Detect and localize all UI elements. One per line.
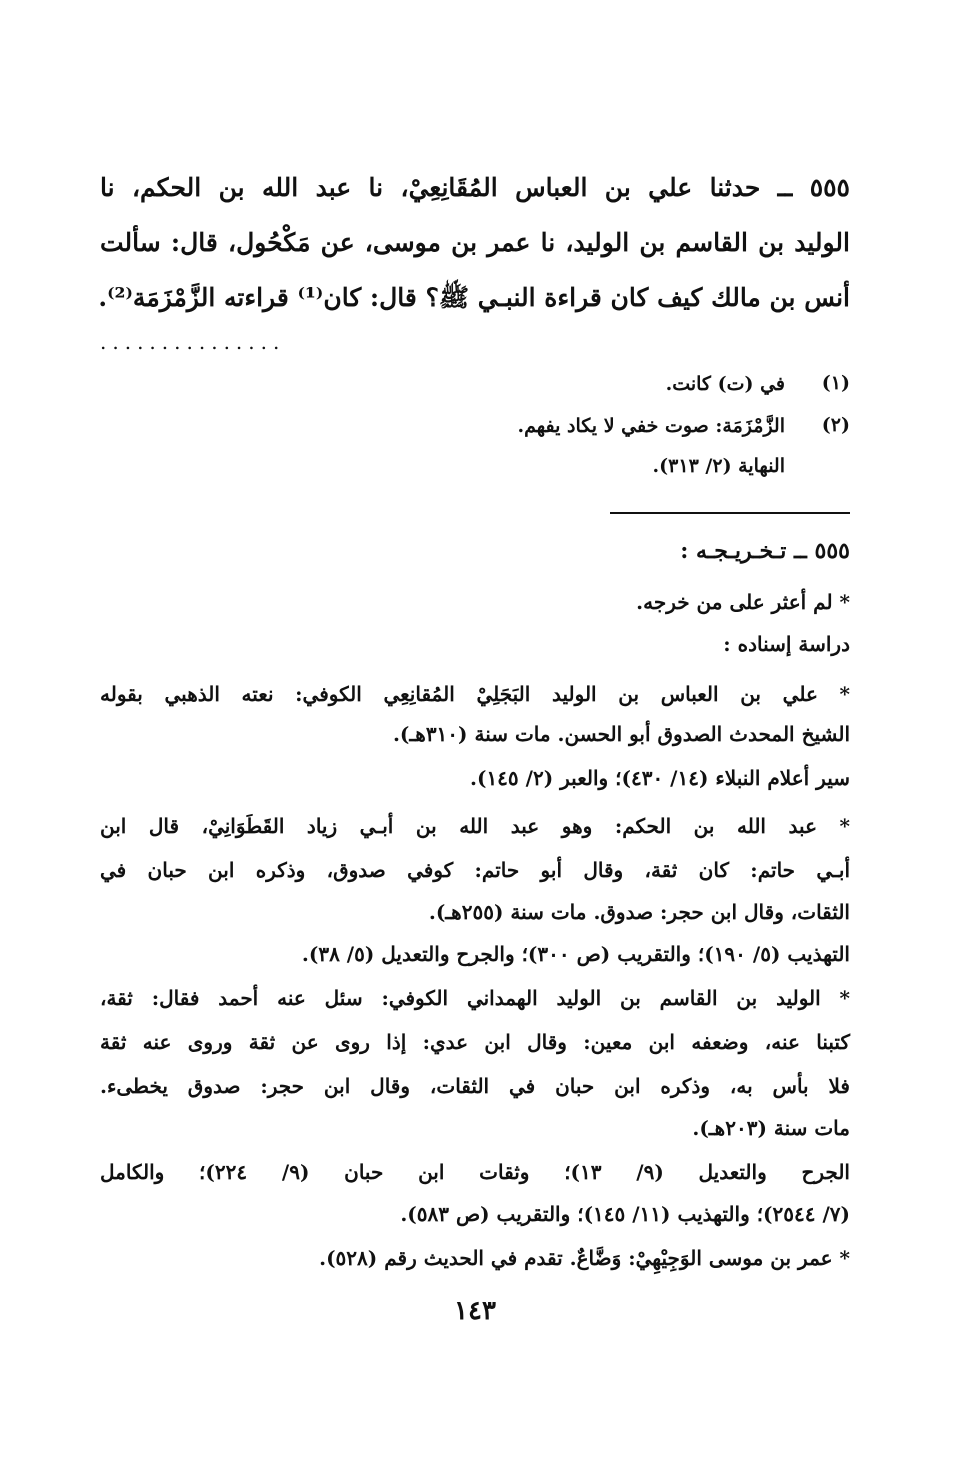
hadith-line-2: الوليد بن القاسم بن الوليد، نا عمر بن موسى، عن مَكْحُول، قال: سألت xyxy=(100,228,850,257)
narrator-3-line-2: كتبنا عنه، وضعفه ابن معين: وقال ابن عدي: إذا روى عن ثقة وروى عنه ثقة xyxy=(100,1030,850,1054)
hadith-line-3: أنس بن مالك كيف كان قراءة النبـي ﷺ؟ قال: كان⁽¹⁾ قراءته الزَّمْزَمَة⁽²⁾. xyxy=(98,283,850,312)
narrator-3-line-4: مات سنة (٢٠٣هـ). xyxy=(692,1116,850,1140)
narrator-3-refs-2: (٧/ ٢٥٤٤)؛ والتهذيب (١١/ ١٤٥)؛ والتقريب (ص ٥٨٣). xyxy=(400,1202,850,1226)
footnote-2-number: (٢) xyxy=(821,414,850,436)
footnote-1-number: (١) xyxy=(821,372,850,394)
footnote-1-text: في (ت) كانت. xyxy=(665,373,785,395)
narrator-2-line-2: أبـي حاتم: كان ثقة، وقال أبو حاتم: كوفي صدوق، وذكره ابن حبان في xyxy=(100,858,850,882)
narrator-1-refs: سير أعلام النبلاء (١٤/ ٤٣٠)؛ والعبر (٢/ ١٤٥). xyxy=(470,766,850,790)
isnad-study-heading: دراسة إسناده : xyxy=(723,632,850,656)
narrator-3-line-1: * الوليد بن القاسم بن الوليد الهمداني الكوفي: سئل عنه أحمد فقال: ثقة، xyxy=(100,986,850,1010)
narrator-2-refs: التهذيب (٥/ ١٩٠)؛ والتقريب (ص ٣٠٠)؛ والجرح والتعديل (٥/ ٣٨). xyxy=(301,942,850,966)
narrator-4-line-1: * عمر بن موسى الوَجِيْهِيْ: وَضَّاعٌ. تقدم في الحديث رقم (٥٢٨). xyxy=(319,1246,850,1270)
takhrij-heading: ٥٥٥ ــ تـخـريـجـه : xyxy=(680,538,850,564)
book-page xyxy=(100,0,850,1474)
hadith-line-1: ٥٥٥ ــ حدثنا علي بن العباس المُقَانِعِيْ، نا عبد الله بن الحكم، نا xyxy=(100,173,850,202)
narrator-2-line-1: * عبد الله بن الحكم: وهو عبد الله بن أبـي زياد القَطَوَانِيْ، قال ابن xyxy=(100,814,850,838)
footnote-2-text-cont: النهاية (٢/ ٣١٣). xyxy=(652,455,785,477)
takhrij-note: * لم أعثر على من خرجه. xyxy=(636,590,850,614)
narrator-3-refs-1: الجرح والتعديل (٩/ ١٣)؛ وثقات ابن حبان (٩/ ٢٢٤)؛ والكامل xyxy=(100,1160,850,1184)
narrator-3-line-3: فلا بأس به، وذكره ابن حبان في الثقات، وقال ابن حجر: صدوق يخطىء. xyxy=(100,1074,850,1098)
narrator-1-line-1: * علي بن العباس بن الوليد البَجَلِيْ المُقانِعِي الكوفي: نعته الذهبي بقوله xyxy=(100,682,850,706)
narrator-2-line-3: الثقات، وقال ابن حجر: صدوق. مات سنة (٢٥٥هـ). xyxy=(428,900,850,924)
section-divider xyxy=(610,512,850,514)
narrator-1-line-2: الشيخ المحدث الصدوق أبو الحسن. مات سنة (٣١٠هـ). xyxy=(392,722,850,746)
footnote-separator-dots: ............... xyxy=(100,330,286,354)
footnote-2-text: الزَّمْزَمَة: صوت خفي لا يكاد يفهم. xyxy=(517,415,785,437)
page-number: ١٤٣ xyxy=(454,1296,496,1326)
